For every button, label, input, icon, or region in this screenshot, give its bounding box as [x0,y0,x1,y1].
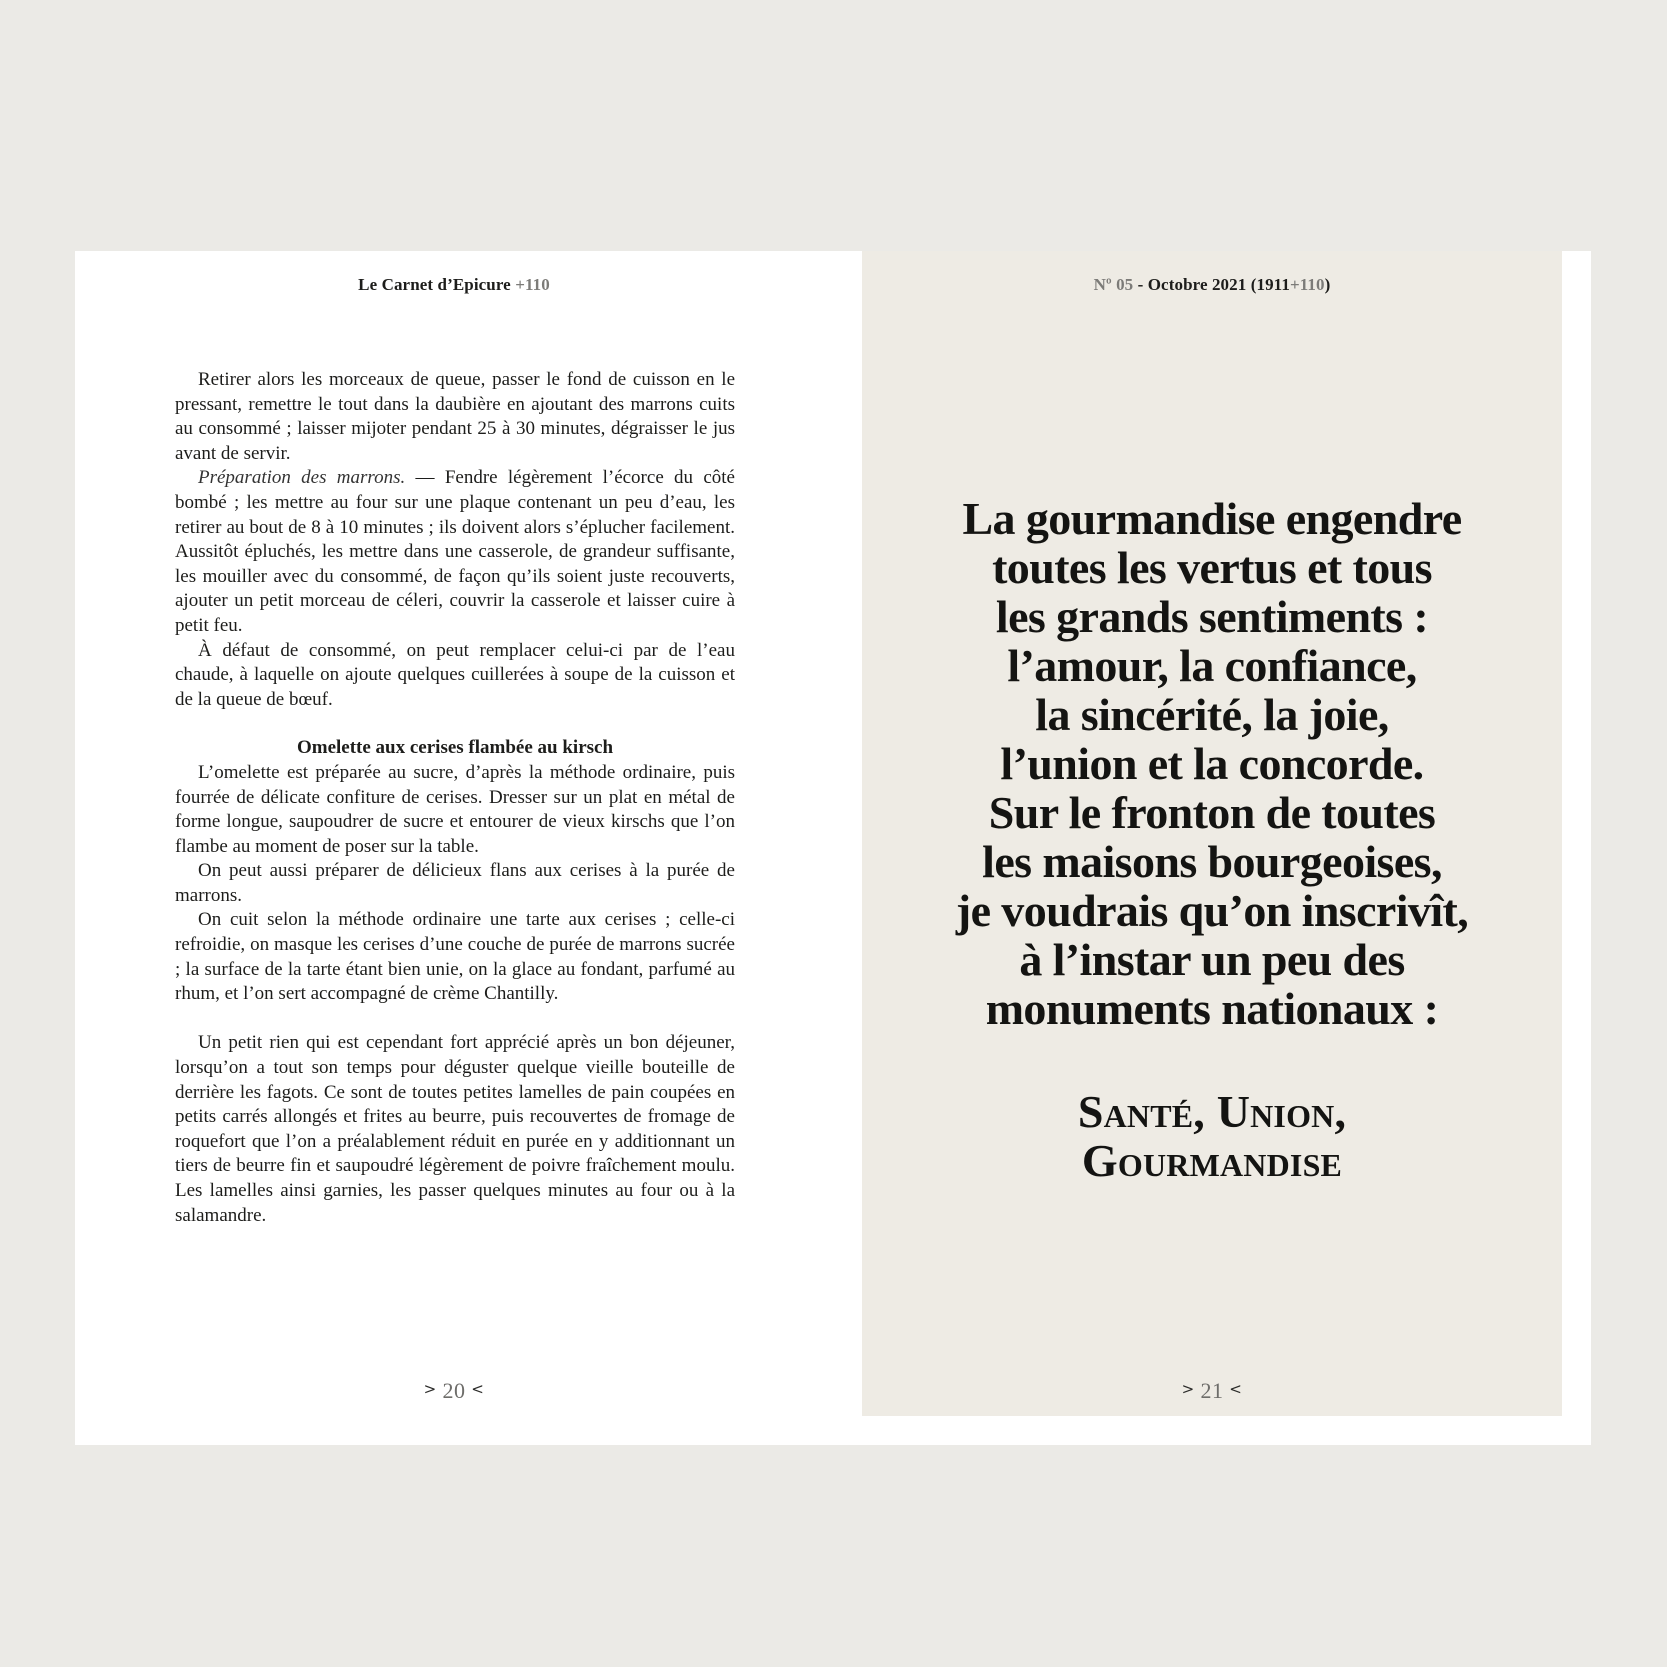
paragraph: À défaut de consommé, on peut remplacer celui-ci par de l’eau chaude, à laquelle on ajoute quelques cuillerées à soupe de la cuisson et de la queue de bœuf. [175,639,735,710]
italic-lead: Préparation des marrons. [198,467,406,489]
quote-line: les grands sentiments : [995,591,1429,642]
quote-line: je voudrais qu’on inscrivît, [955,885,1469,936]
page-number: 20 [442,1378,466,1403]
book-spread [75,251,1591,1445]
left-page [75,251,833,1445]
folio-left [75,1378,833,1404]
quote-block [862,494,1562,1033]
folio-right [862,1378,1562,1404]
running-head-accent: +110 [515,275,550,294]
quote-line: toutes les vertus et tous [992,542,1432,593]
body-text [175,368,735,1228]
folio-mark-right: < [471,1380,485,1398]
quote-line: monuments nationaux : [985,983,1439,1034]
issue-close: ) [1324,275,1331,294]
quote-line: les maisons bourgeoises, [982,836,1442,887]
quote-line: l’union et la concorde. [1000,738,1424,789]
quote-line: à l’instar un peu des [1019,934,1405,985]
motto-line: Santé, Union, [1077,1086,1347,1137]
paragraph: On peut aussi préparer de délicieux flans aux cerises à la purée de marrons. [175,860,735,906]
paragraph: Retirer alors les morceaux de queue, passer le fond de cuisson en le pressant, remettre le tout dans la daubière en ajoutant des marrons cuits au consommé ; laisser mijoter pendant 25 à 30 minutes, dégraisser le jus avant de servir. [175,369,735,464]
paragraph [175,466,735,638]
quote-line: la sincérité, la joie, [1035,689,1389,740]
paragraph: Un petit rien qui est cependant fort apprécié après un bon déjeuner, lorsqu’on a tout son temps pour déguster quelque vieille bouteille de derrière les fagots. Ce sont de toutes petites lamelles de pain coupées en petits carrés allongés et frites au beurre, puis recouvertes de fromage de roquefort que l’on a préalablement réduit en purée en y additionnant un tiers de beurre fin et saupoudré légèrement de poivre fraîchement moulu. Les lamelles ainsi garnies, les passer quelques minutes au four ou à la salamandre. [175,1032,735,1226]
folio-mark-right: < [1229,1380,1243,1398]
motto-block [862,1087,1562,1185]
running-head-title: Le Carnet d’Epicure [358,275,516,294]
issue-separator: - [1133,275,1148,294]
page-number: 21 [1200,1378,1224,1403]
paragraph: On cuit selon la méthode ordinaire une tarte aux cerises ; celle-ci refroidie, on masque les cerises d’une couche de purée de marrons sucrée ; la surface de la tarte étant bien unie, on la glace au fondant, parfumé au rhum, et l’on sert accompagné de crème Chantilly. [175,909,735,1005]
folio-mark-left: > [1181,1380,1195,1398]
running-head-left [75,275,833,295]
motto-line: Gourmandise [1081,1135,1343,1186]
paragraph-gap [175,1007,735,1032]
right-page [862,251,1562,1416]
issue-date: Octobre 2021 (1911 [1147,275,1290,294]
running-head-right [862,275,1562,295]
quote-line: l’amour, la confiance, [1007,640,1417,691]
issue-accent: +110 [1289,275,1325,294]
folio-mark-left: > [423,1380,437,1398]
paragraph: L’omelette est préparée au sucre, d’après la méthode ordinaire, puis fourrée de délicate confiture de cerises. Dresser sur un plat en métal de forme longue, saupoudrer de sucre et entourer de vieux kirschs que l’on flambe au moment de poser sur la table. [175,761,735,857]
quote-line: Sur le fronton de toutes [988,787,1436,838]
issue-number: Nº 05 [1093,275,1134,294]
quote-line: La gourmandise engendre [962,493,1462,544]
recipe-title: Omelette aux cerises flambée au kirsch [296,737,614,759]
paragraph-text: — Fendre légèrement l’écorce du côté bombé ; les mettre au four sur une plaque contenant un peu d’eau, les retirer au bout de 8 à 10 minutes ; ils doivent alors s’éplucher facilement. Aussitôt épluchés, les mettre dans une casserole, de grandeur suffisante, les mouiller avec du consommé, de façon qu’ils soient juste recouverts, ajouter un petit morceau de céleri, couvrir la casserole et laisser cuire à petit feu. [175,467,735,636]
